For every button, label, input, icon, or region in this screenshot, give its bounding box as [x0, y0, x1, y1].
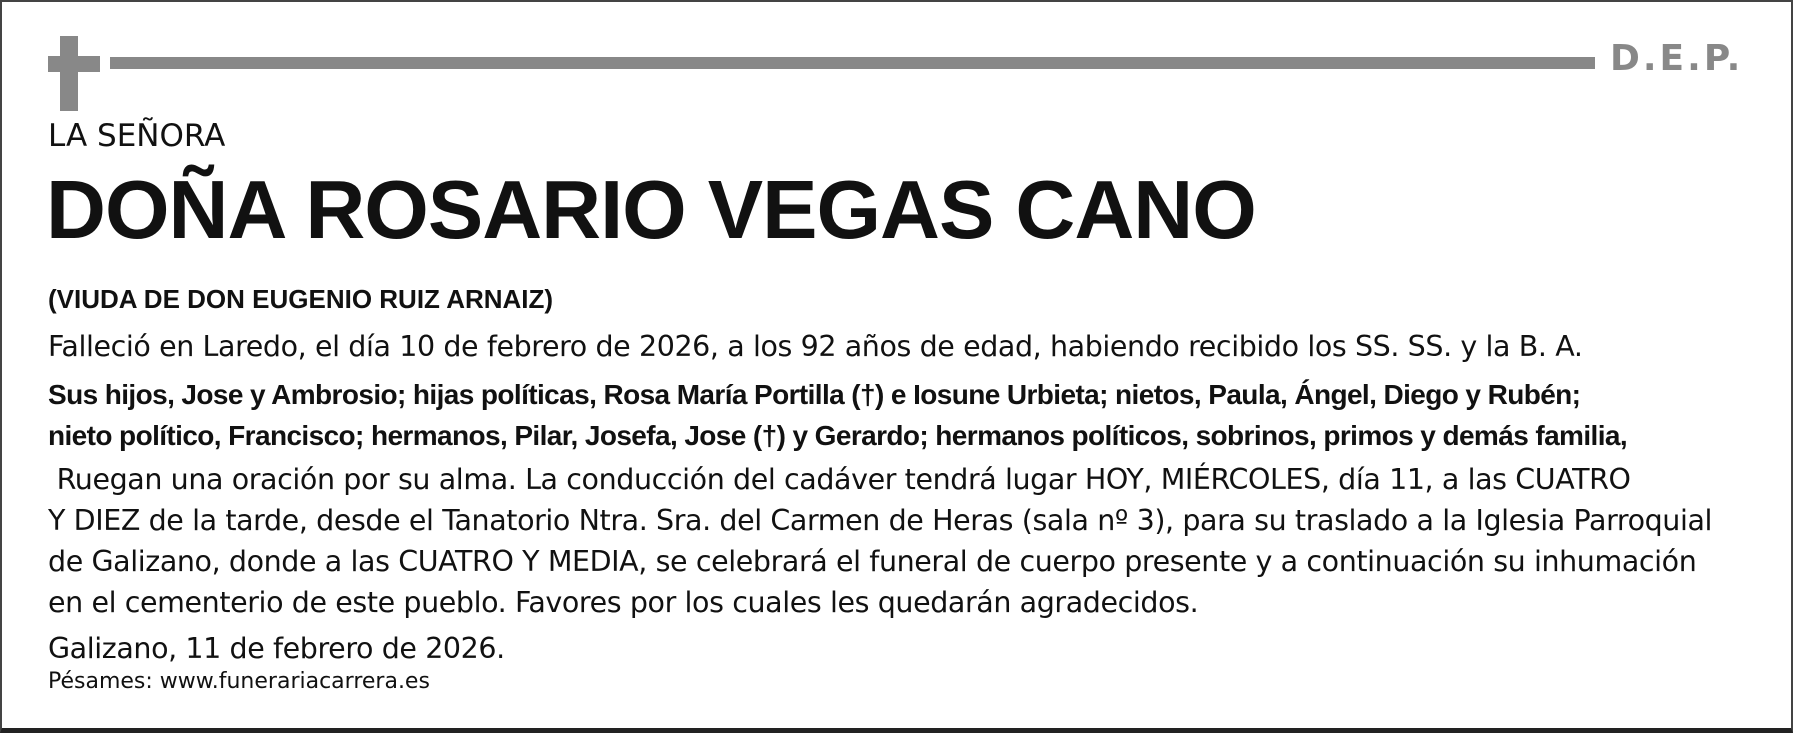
- header-rule: [110, 57, 1595, 69]
- funeral-details: [48, 459, 1712, 623]
- family-list: [48, 374, 1627, 456]
- funeral-line: Y DIEZ de la tarde, desde el Tanatorio Ntra. Sra. del Carmen de Heras (sala nº 3), para su traslado a la Iglesia Parroquial: [48, 504, 1713, 537]
- dep-label: D.E.P.: [1610, 38, 1744, 79]
- cross-icon: [60, 36, 78, 111]
- funeral-line: de Galizano, donde a las CUATRO Y MEDIA, se celebrará el funeral de cuerpo presente y a continuación su inhumación: [48, 545, 1697, 578]
- salutation: LA SEÑORA: [48, 118, 226, 154]
- place-date: Galizano, 11 de febrero de 2026.: [48, 632, 505, 665]
- funeral-line: en el cementerio de este pueblo. Favores por los cuales les quedarán agradecidos.: [48, 586, 1199, 619]
- family-line: nieto político, Francisco; hermanos, Pilar, Josefa, Jose (†) y Gerardo; hermanos políticos, sobrinos, primos y demás familia,: [48, 420, 1628, 451]
- family-line: Sus hijos, Jose y Ambrosio; hijas políticas, Rosa María Portilla (†) e Iosune Urbieta; nietos, Paula, Ángel, Diego y Rubén;: [48, 379, 1581, 410]
- funeral-line: Ruegan una oración por su alma. La conducción del cadáver tendrá lugar HOY, MIÉRCOLES, día 11, a las CUATRO: [48, 463, 1631, 496]
- deceased-name: DOÑA ROSARIO VEGAS CANO: [46, 163, 1256, 256]
- death-notice: Falleció en Laredo, el día 10 de febrero de 2026, a los 92 años de edad, habiendo recibido los SS. SS. y la B. A.: [48, 330, 1583, 363]
- condolences-link: Pésames: www.funerariacarrera.es: [48, 669, 430, 694]
- cross-icon-bar: [48, 56, 100, 72]
- widow-of: (VIUDA DE DON EUGENIO RUIZ ARNAIZ): [48, 284, 554, 314]
